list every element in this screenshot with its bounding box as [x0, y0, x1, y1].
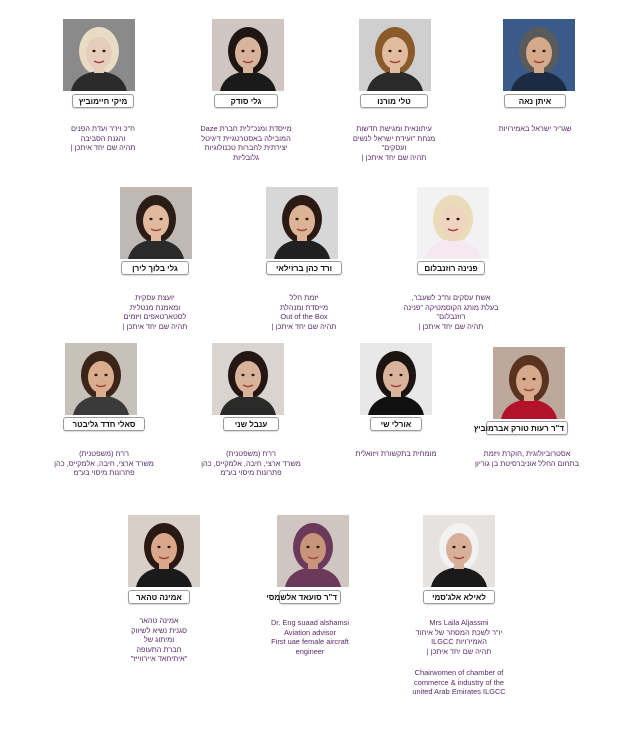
- speaker-description: [224, 293, 384, 331]
- speaker-description-line: סגנית נשיא לשיווק: [131, 625, 187, 635]
- speaker-description-line: תהיה שם יחד איתכן |: [426, 646, 492, 656]
- portrait-illustration: [493, 347, 565, 419]
- portrait-illustration: [63, 19, 135, 91]
- speaker-description-line: משרד ארצי, חיבה, אלמקייס, כהן: [54, 458, 154, 468]
- speaker-description-line: אשת עסקים וח"כ לשעבר,: [411, 293, 491, 302]
- speaker-description-line: גלובליות: [233, 152, 259, 162]
- speaker-photo: [212, 19, 284, 91]
- speaker-description: [23, 124, 183, 153]
- speaker-description-line: פתרונות מיסוי בע"מ: [73, 468, 135, 478]
- speaker-description-line: יו"ר לשכת המסחר של איחוד: [415, 627, 503, 637]
- speaker-description-line: משרד ארצי, חיבה, אלמקייס, כהן: [201, 458, 301, 468]
- speaker-description-line: Out of the Box: [280, 312, 328, 322]
- speaker-photo: [423, 515, 495, 587]
- speaker-name-tag: גלי בלוך לירן: [121, 261, 189, 275]
- speaker-photo: [65, 343, 137, 415]
- speaker-description-line: האמירויות ILGCC: [431, 637, 487, 647]
- speaker-description: [24, 449, 184, 478]
- speaker-description: [447, 449, 607, 468]
- speaker-description: [79, 616, 239, 664]
- portrait-illustration: [423, 515, 495, 587]
- speaker-description-line: תהיה שם יחד איתכן |: [418, 321, 484, 331]
- portrait-illustration: [277, 515, 349, 587]
- speaker-name-tag: ענבל שני: [223, 417, 279, 431]
- speaker-description-line-en: First uae female aircraft: [271, 637, 349, 647]
- speaker-description-line: מנחת "ועידת ישראל לנשים: [352, 133, 436, 143]
- speaker-description-line: יועצת עסקית: [135, 293, 175, 302]
- portrait-illustration: [65, 343, 137, 415]
- speaker-description-line-en: engineer: [295, 646, 325, 656]
- speaker-name-tag: איתן נאה: [504, 94, 566, 108]
- speaker-description: [371, 293, 531, 331]
- speaker-description-line-en: Mrs Laila Aljassmi: [429, 618, 489, 627]
- speaker-photo: [277, 515, 349, 587]
- speaker-description-line-en: Aviation advisor: [283, 627, 337, 637]
- speaker-description-line-en: Dr. Eng suaad alshamsi: [270, 618, 350, 627]
- speaker-name-tag: טלי מורנו: [360, 94, 428, 108]
- speaker-name-tag: מיקי חיימוביץ: [72, 94, 134, 108]
- speaker-photo: [417, 187, 489, 259]
- speaker-description-line: יצירתית לחברות טכנולוגיות: [204, 143, 288, 153]
- speaker-name-tag: אמינה טהאר: [128, 590, 190, 604]
- speaker-description: [166, 124, 326, 162]
- speaker-description-line: לסטארטאפים ויזמים: [123, 312, 187, 322]
- speaker-extra-line: Chairwomen of chamber of: [414, 668, 504, 677]
- speaker-description-line: יזמת חלל: [289, 293, 319, 302]
- speaker-description-line: ח"כ ויו"ר ועדת הפנים: [71, 124, 135, 133]
- speaker-description-line: שגריר ישראל באמירויות: [498, 124, 572, 133]
- speaker-photo: [63, 19, 135, 91]
- speaker-photo: [360, 343, 432, 415]
- portrait-illustration: [266, 187, 338, 259]
- speaker-photo: [212, 343, 284, 415]
- speaker-description-line: "איתיחאד איירווייז": [130, 654, 188, 664]
- speaker-photo: [266, 187, 338, 259]
- speaker-description-line: פתרונות מיסוי בע"מ: [220, 468, 282, 478]
- speaker-extra-description: [379, 668, 539, 697]
- speaker-description: [379, 618, 539, 656]
- speaker-description: [455, 124, 615, 134]
- speaker-photo: [120, 187, 192, 259]
- speaker-name-tag: ד"ר סועאד אלשמסי: [279, 590, 341, 604]
- speaker-description-line: עיתונאית ומגישת חדשות: [356, 124, 432, 133]
- speaker-description-line: אסטרוביולוגית ,חוקרת ויזמת: [483, 449, 571, 458]
- speaker-name-tag: אורלי שי: [370, 417, 422, 431]
- speaker-description-line: תהיה שם יחד איתכן |: [271, 321, 337, 331]
- speaker-description: [230, 618, 390, 656]
- speaker-description-line: והגנת הסביבה: [80, 133, 126, 143]
- speaker-description-line: מייסדת ומנכ"לית חברת Daze: [200, 124, 292, 133]
- speaker-extra-line: commerce & industry of the: [414, 677, 504, 687]
- speaker-description-line: אמינה טהאר: [139, 616, 179, 625]
- portrait-illustration: [360, 343, 432, 415]
- speaker-description-line: תהיה שם יחד איתכן |: [70, 143, 136, 153]
- speaker-name-tag: לאילא אלג'סמי: [423, 590, 495, 604]
- speaker-description-line: רו"ח (משפטנית): [79, 449, 129, 458]
- portrait-illustration: [212, 343, 284, 415]
- speaker-description-line: רוזנבלום": [436, 312, 466, 322]
- speaker-description-line: תהיה שם יחד איתכן |: [122, 321, 188, 331]
- speaker-description-line: בתחום החלל אוניברסיטת בן גוריון: [475, 458, 579, 468]
- speaker-name-tag: פנינה רוזנבלום: [417, 261, 485, 275]
- speaker-name-tag: גלי סודק: [214, 94, 278, 108]
- speaker-description-line: מומחית בתקשורת ויזואלית: [355, 449, 437, 458]
- speaker-description-line: ועסקים": [381, 143, 407, 153]
- speaker-description-line: בעלת מותג הקוסמטיקה "פנינה: [403, 302, 499, 312]
- speaker-description-line: רו"ח (משפטנית): [226, 449, 276, 458]
- portrait-illustration: [212, 19, 284, 91]
- portrait-illustration: [359, 19, 431, 91]
- speaker-photo: [359, 19, 431, 91]
- speaker-name-tag: סאלי חדד גליבטר: [63, 417, 145, 431]
- speaker-photo: [493, 347, 565, 419]
- speaker-description-line: תהיה שם יחד איתכן |: [361, 152, 427, 162]
- speaker-name-tag: ד"ר רעות טורק אברמוביץ: [486, 421, 568, 435]
- speaker-description-line: ומאמנת מנטלית: [129, 302, 181, 312]
- speaker-description-line: ומיתוג של: [143, 635, 175, 645]
- speaker-description-line: המובילה באסטרטגיית דיגיטל: [201, 133, 291, 143]
- speaker-description: [171, 449, 331, 478]
- portrait-illustration: [120, 187, 192, 259]
- portrait-illustration: [417, 187, 489, 259]
- speaker-description-line: מייסדת ומנהלת: [279, 302, 329, 312]
- portrait-illustration: [128, 515, 200, 587]
- speaker-name-tag: ורד כהן ברזילאי: [266, 261, 342, 275]
- speaker-photo: [128, 515, 200, 587]
- speaker-description-line: חברת התעופה: [136, 644, 182, 654]
- speaker-extra-line: united Arab Emirates ILGCC: [412, 687, 506, 697]
- speaker-description: [314, 124, 474, 162]
- portrait-illustration: [503, 19, 575, 91]
- speaker-photo: [503, 19, 575, 91]
- speaker-description: [75, 293, 235, 331]
